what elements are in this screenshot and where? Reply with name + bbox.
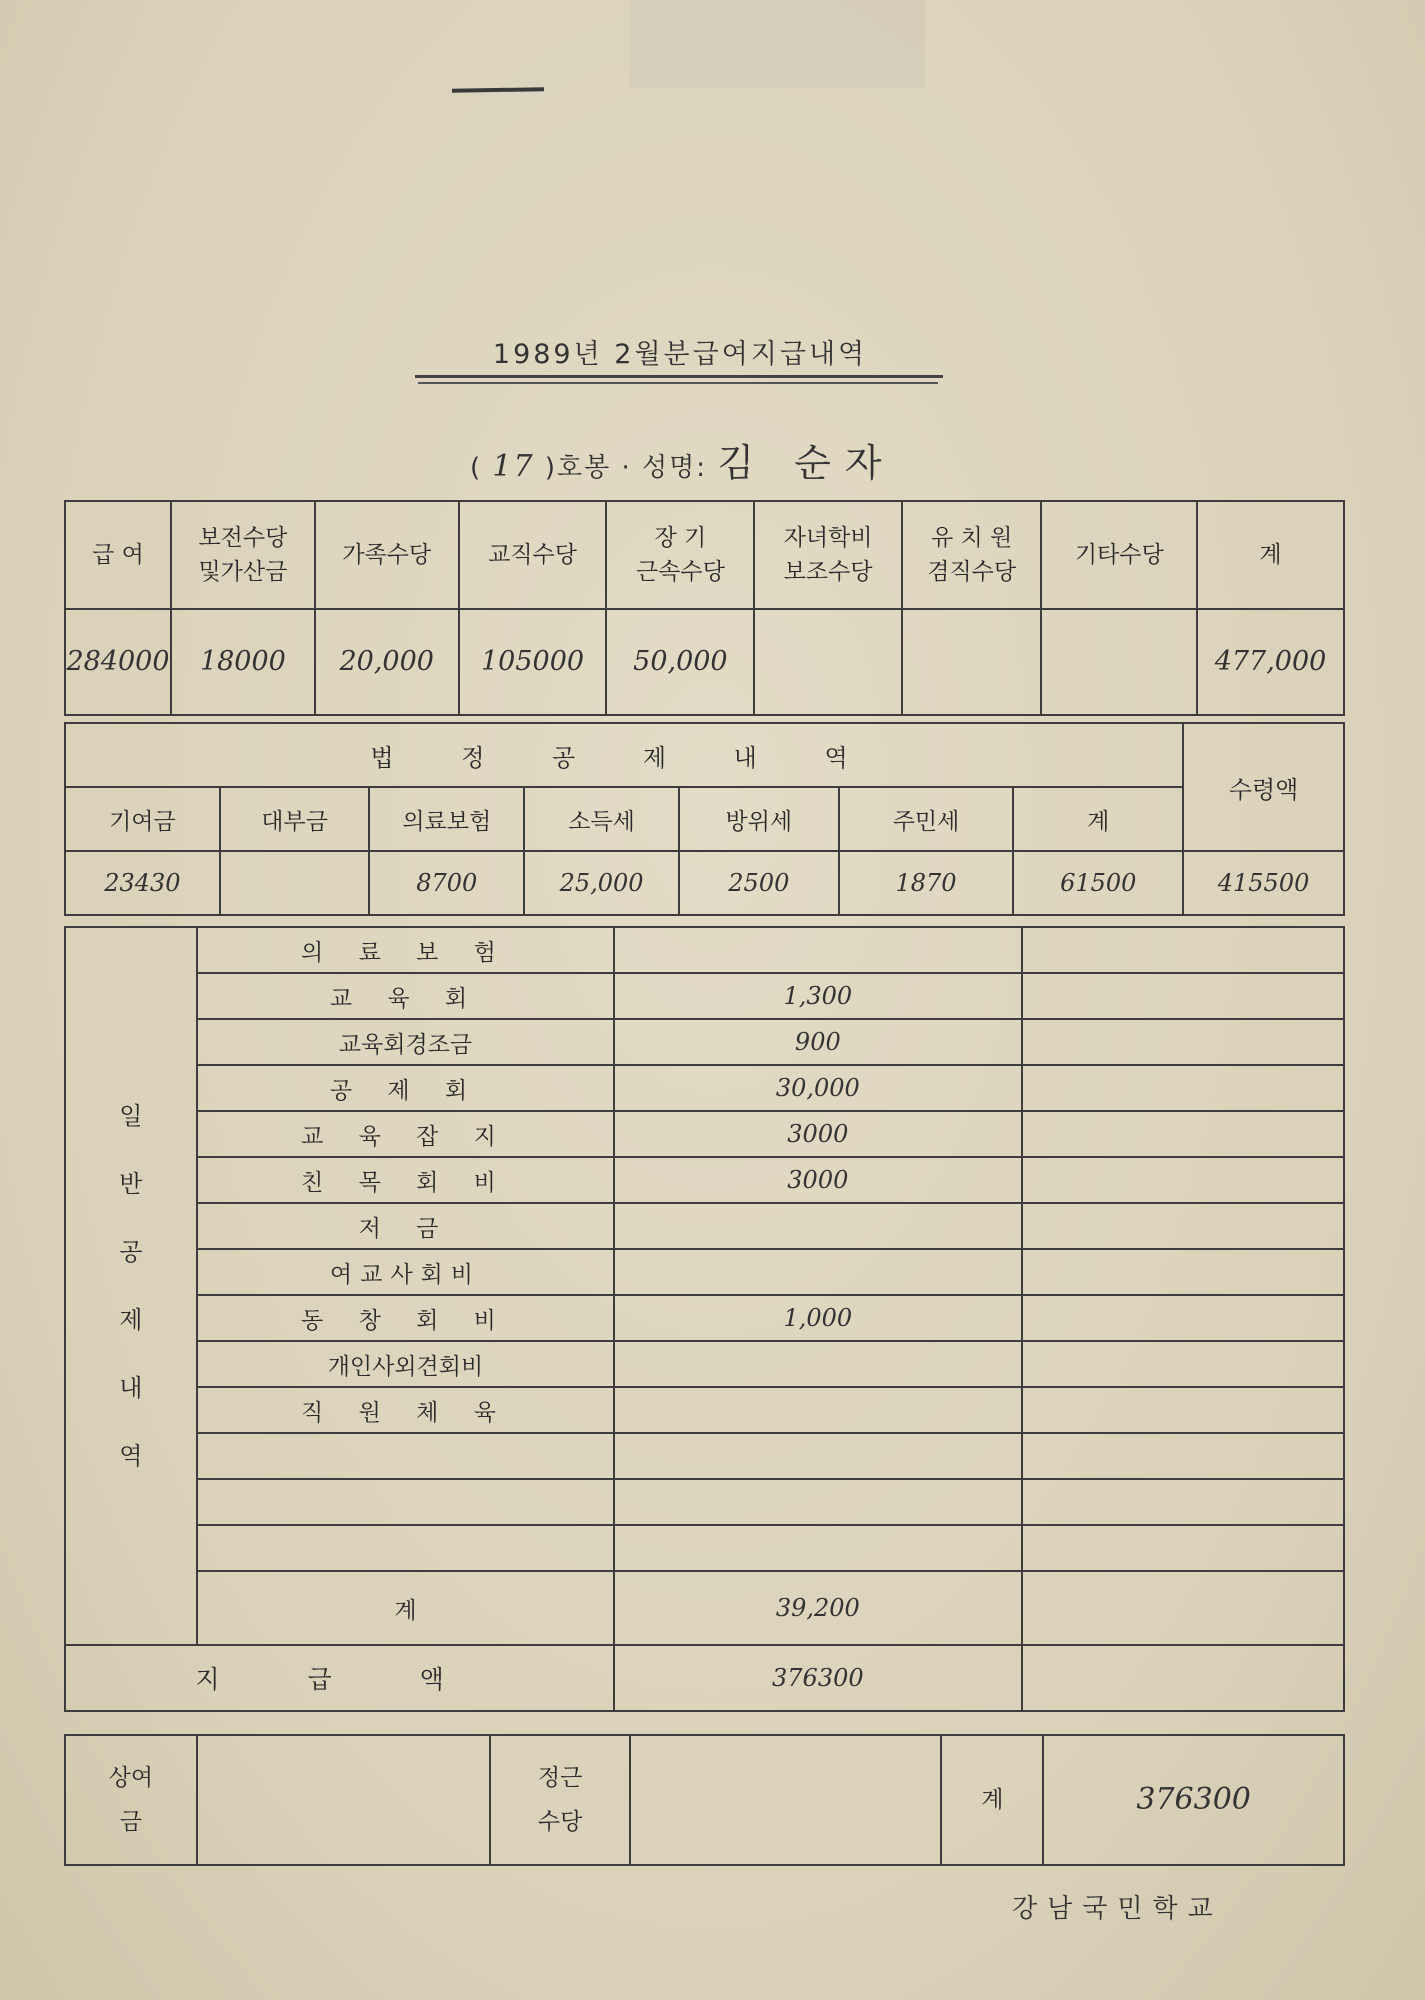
attendance-value-blank	[630, 1735, 941, 1865]
general-item-blank	[1022, 1203, 1344, 1249]
general-item-blank	[1022, 1019, 1344, 1065]
salary-total-cell: 477,000	[1197, 609, 1344, 715]
general-item-row	[65, 1341, 1344, 1387]
title-underline	[415, 375, 943, 378]
general-item-blank	[1022, 1065, 1344, 1111]
legal-header-cell: 의료보험	[369, 787, 524, 851]
general-item-blank	[1022, 1525, 1344, 1571]
salary-header-line: 근속수당	[635, 559, 725, 585]
general-item-row	[65, 1249, 1344, 1295]
general-item-amount	[614, 1525, 1021, 1571]
legal-deductions-title-row	[65, 723, 1344, 787]
salary-header-line: 기타수당	[1074, 542, 1164, 568]
general-item-name: 동 창 회 비	[197, 1295, 614, 1341]
legal-value-cell	[220, 851, 370, 915]
salary-value-cell: 20,000	[315, 609, 459, 715]
salary-value-cell	[1041, 609, 1197, 715]
salary-header-line: 급 여	[92, 542, 144, 568]
vertical-label-char: 일	[119, 1102, 143, 1130]
bonus-row	[65, 1735, 1344, 1865]
legal-header-cell: 소득세	[524, 787, 679, 851]
salary-header-cell	[902, 501, 1042, 609]
salary-header-line: 보전수당	[198, 525, 288, 551]
payment-row	[65, 1645, 1344, 1711]
payment-value: 376300	[614, 1645, 1021, 1711]
general-item-blank	[1022, 1157, 1344, 1203]
legal-header-cell: 기여금	[65, 787, 220, 851]
general-item-name: 개인사외견회비	[197, 1341, 614, 1387]
general-total-value: 39,200	[614, 1571, 1021, 1645]
general-item-amount: 3000	[614, 1157, 1021, 1203]
general-item-amount	[614, 1433, 1021, 1479]
general-deductions-table	[64, 926, 1345, 1712]
general-item-name: 여교사회비	[197, 1249, 614, 1295]
general-item-name: 직 원 체 육	[197, 1387, 614, 1433]
general-item-name: 교육회경조금	[197, 1019, 614, 1065]
net-amount-label: 수령액	[1183, 723, 1344, 851]
salary-header-line: 장 기	[654, 525, 707, 551]
salary-header-cell	[754, 501, 902, 609]
salary-value-row	[65, 609, 1344, 715]
general-item-row	[65, 1019, 1344, 1065]
general-item-row	[65, 1433, 1344, 1479]
school-name: 강남국민학교	[1012, 1894, 1223, 1924]
vertical-label-char: 역	[119, 1442, 143, 1470]
general-item-row	[65, 1295, 1344, 1341]
general-item-name	[197, 1479, 614, 1525]
general-item-name: 저 금	[197, 1203, 614, 1249]
general-item-amount	[614, 1387, 1021, 1433]
general-item-amount: 1,300	[614, 973, 1021, 1019]
bonus-label-line: 금	[119, 1809, 142, 1835]
salary-header-line: 겸직수당	[927, 559, 1017, 585]
general-deductions-vertical-label	[65, 927, 197, 1645]
general-item-row	[65, 1387, 1344, 1433]
general-item-name: 공 제 회	[197, 1065, 614, 1111]
vertical-label-char: 내	[119, 1374, 143, 1402]
general-item-row	[65, 1203, 1344, 1249]
net-amount-value: 415500	[1183, 851, 1344, 915]
title-underline-second	[418, 382, 938, 384]
document-title: 1989년 2월분급여지급내역	[492, 339, 868, 370]
salary-header-cell	[459, 501, 607, 609]
bonus-label-line: 상여	[108, 1765, 154, 1791]
salary-value-cell	[902, 609, 1042, 715]
legal-header-cell: 주민세	[839, 787, 1014, 851]
general-item-amount	[614, 1341, 1021, 1387]
salary-header-line: 계	[1259, 542, 1282, 568]
legal-deductions-value-row	[65, 851, 1344, 915]
general-item-amount	[614, 1203, 1021, 1249]
general-item-row	[65, 1157, 1344, 1203]
attendance-label-line: 수당	[537, 1809, 583, 1835]
bonus-total-label: 계	[941, 1735, 1043, 1865]
salary-header-line: 자녀학비	[783, 525, 873, 551]
general-item-blank	[1022, 1387, 1344, 1433]
bonus-label	[65, 1735, 197, 1865]
vertical-label-char: 제	[119, 1306, 143, 1334]
employee-line	[470, 432, 896, 487]
general-item-blank	[1022, 1479, 1344, 1525]
general-item-row	[65, 973, 1344, 1019]
salary-header-row	[65, 501, 1344, 609]
general-item-amount: 1,000	[614, 1295, 1021, 1341]
general-item-row	[65, 1111, 1344, 1157]
general-item-blank	[1022, 1341, 1344, 1387]
general-item-amount	[614, 927, 1021, 973]
general-item-row	[65, 1525, 1344, 1571]
salary-header-cell	[1041, 501, 1197, 609]
legal-deductions-title: 법 정 공 제 내 역	[65, 723, 1183, 787]
general-item-amount: 900	[614, 1019, 1021, 1065]
attendance-label-line: 정근	[537, 1765, 583, 1791]
bonus-total-value: 376300	[1043, 1735, 1344, 1865]
salary-header-line: 및가산금	[198, 559, 288, 585]
salary-header-line: 보조수당	[783, 559, 873, 585]
legal-header-cell: 대부금	[220, 787, 370, 851]
paper-mark	[630, 0, 925, 88]
general-item-blank	[1022, 927, 1344, 973]
general-item-blank	[1022, 1645, 1344, 1711]
general-item-amount	[614, 1479, 1021, 1525]
salary-value-cell: 18000	[171, 609, 315, 715]
salary-header-line: 가족수당	[342, 542, 432, 568]
payment-label: 지 급 액	[65, 1645, 614, 1711]
general-item-amount	[614, 1249, 1021, 1295]
general-item-blank	[1022, 1249, 1344, 1295]
vertical-label-char: 반	[119, 1170, 143, 1198]
general-item-blank	[1022, 1295, 1344, 1341]
salary-header-cell	[171, 501, 315, 609]
general-total-label: 계	[197, 1571, 614, 1645]
salary-value-cell: 50,000	[606, 609, 754, 715]
general-item-name: 친 목 회 비	[197, 1157, 614, 1203]
bonus-value-blank	[197, 1735, 490, 1865]
general-item-blank	[1022, 1433, 1344, 1479]
salary-table	[64, 500, 1345, 716]
salary-value-cell: 105000	[459, 609, 607, 715]
legal-value-cell: 25,000	[524, 851, 679, 915]
legal-header-cell: 계	[1013, 787, 1183, 851]
salary-value-cell	[754, 609, 902, 715]
general-item-name: 교 육 회	[197, 973, 614, 1019]
general-item-amount: 30,000	[614, 1065, 1021, 1111]
salary-header-cell	[65, 501, 171, 609]
salary-header-cell	[1197, 501, 1344, 609]
general-item-name	[197, 1525, 614, 1571]
legal-deductions-header-row	[65, 787, 1344, 851]
legal-deductions-table	[64, 722, 1345, 916]
general-item-name: 의 료 보 험	[197, 927, 614, 973]
legal-value-cell: 1870	[839, 851, 1014, 915]
legal-value-cell: 8700	[369, 851, 524, 915]
general-item-blank	[1022, 1571, 1344, 1645]
attendance-allowance-label	[490, 1735, 630, 1865]
salary-header-line: 유 치 원	[931, 525, 1013, 551]
general-total-row	[65, 1571, 1344, 1645]
vertical-label-char: 공	[119, 1238, 143, 1266]
general-item-name	[197, 1433, 614, 1479]
general-item-row	[65, 927, 1344, 973]
salary-header-line: 교직수당	[488, 542, 577, 568]
legal-header-cell: 방위세	[679, 787, 839, 851]
room-suffix: )호봉 · 성명:	[544, 453, 708, 483]
general-item-name: 교 육 잡 지	[197, 1111, 614, 1157]
salary-header-cell	[315, 501, 459, 609]
general-item-blank	[1022, 973, 1344, 1019]
general-item-amount: 3000	[614, 1111, 1021, 1157]
room-prefix: (	[470, 453, 483, 483]
general-item-row	[65, 1065, 1344, 1111]
general-item-row	[65, 1479, 1344, 1525]
legal-value-cell: 61500	[1013, 851, 1183, 915]
general-item-blank	[1022, 1111, 1344, 1157]
salary-value-cell: 284000	[65, 609, 171, 715]
bonus-table	[64, 1734, 1345, 1866]
salary-header-cell	[606, 501, 754, 609]
legal-value-cell: 2500	[679, 851, 839, 915]
room-number: 17	[492, 449, 535, 484]
legal-value-cell: 23430	[65, 851, 220, 915]
employee-name: 김 순자	[717, 441, 896, 485]
